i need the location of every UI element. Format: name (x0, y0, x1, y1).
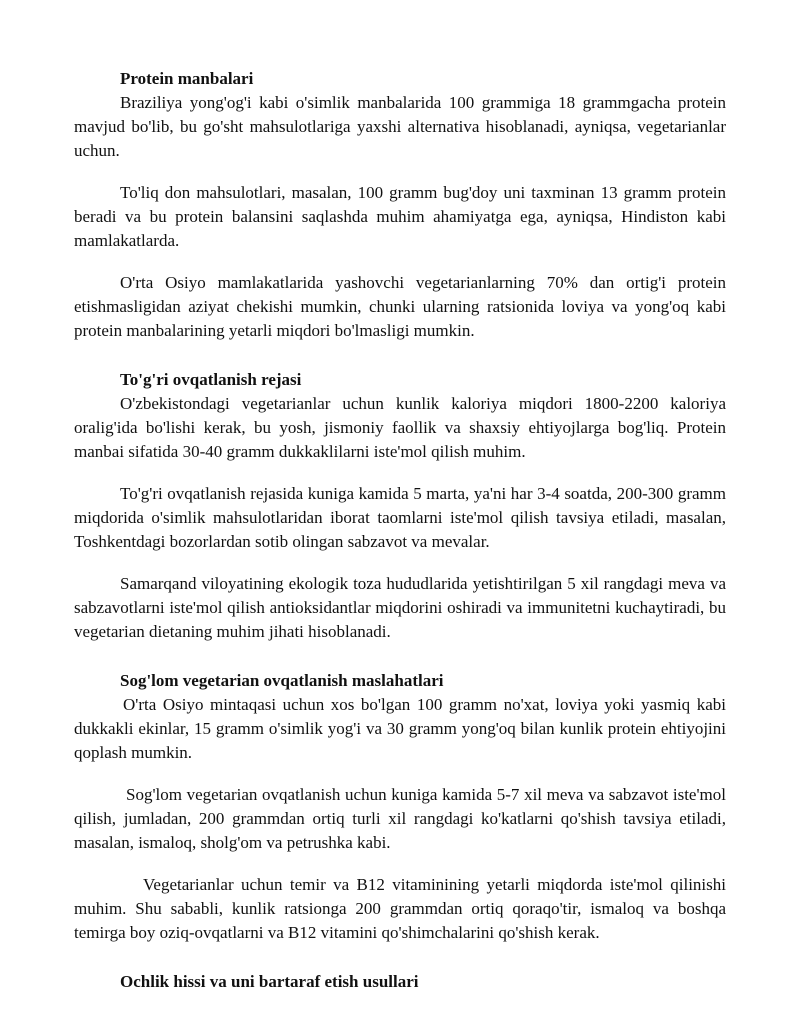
section-heading-healthy-tips: Sog'lom vegetarian ovqatlanish maslahatlari (120, 671, 444, 690)
paragraph: Braziliya yong'og'i kabi o'simlik manbalarida 100 grammiga 18 grammgacha protein mavjud bo'lib, bu go'sht mahsulotlariga yaxshi alternativa hisoblanadi, ayniqsa, vegetarianlar uchun. (74, 93, 726, 160)
section-heading-hunger: Ochlik hissi va uni bartaraf etish usullari (120, 972, 419, 991)
paragraph: O'rta Osiyo mamlakatlarida yashovchi vegetarianlarning 70% dan ortig'i protein etishmasligidan aziyat chekishi mumkin, chunki ularning ratsionida loviya va yong'oq kabi protein manbalarining yetarli miqdori bo'lmasligi mumkin. (74, 273, 726, 340)
document-body (74, 67, 726, 994)
paragraph: Sog'lom vegetarian ovqatlanish uchun kuniga kamida 5-7 xil meva va sabzavot iste'mol qilish, jumladan, 200 grammdan ortiq turli xil rangdagi ko'katlarni qo'shish tavsiya etiladi, masalan, ismaloq, sholg'om va petrushka kabi. (74, 785, 726, 852)
section-heading-protein-sources: Protein manbalari (120, 69, 254, 88)
paragraph: O'zbekistondagi vegetarianlar uchun kunlik kaloriya miqdori 1800-2200 kaloriya oralig'ida bo'lishi kerak, bu yosh, jismoniy faollik va shaxsiy ehtiyojlarga bog'liq. Protein manbai sifatida 30-40 gramm dukkaklilarni iste'mol qilish muhim. (74, 394, 726, 461)
section-spacer (74, 963, 726, 970)
section-spacer (74, 361, 726, 368)
paragraph: O'rta Osiyo mintaqasi uchun xos bo'lgan 100 gramm no'xat, loviya yoki yasmiq kabi dukkakli ekinlar, 15 gramm o'simlik yog'i va 30 gramm yong'oq bilan kunlik protein ehtiyojini qoplash mumkin. (74, 695, 726, 762)
paragraph: To'liq don mahsulotlari, masalan, 100 gramm bug'doy uni taxminan 13 gramm protein beradi va bu protein balansini saqlashda muhim ahamiyatga ega, ayniqsa, Hindiston kabi mamlakatlarda. (74, 183, 726, 250)
section-spacer (74, 662, 726, 669)
section-heading-nutrition-plan: To'g'ri ovqatlanish rejasi (120, 370, 302, 389)
paragraph: To'g'ri ovqatlanish rejasida kuniga kamida 5 marta, ya'ni har 3-4 soatda, 200-300 gramm miqdorida o'simlik mahsulotlaridan iborat taomlarni iste'mol qilish tavsiya etiladi, masalan, Toshkentdagi bozorlardan sotib olingan sabzavot va mevalar. (74, 484, 726, 551)
paragraph: Samarqand viloyatining ekologik toza hududlarida yetishtirilgan 5 xil rangdagi meva va sabzavotlarni iste'mol qilish antioksidantlar miqdorini oshiradi va immunitetni kuchaytiradi, bu vegetarian dietaning muhim jihati hisoblanadi. (74, 574, 726, 641)
paragraph: Vegetarianlar uchun temir va B12 vitaminining yetarli miqdorda iste'mol qilinishi muhim. Shu sababli, kunlik ratsionga 200 grammdan ortiq qoraqo'tir, ismaloq va boshqa temirga boy oziq-ovqatlarni va B12 vitamini qo'shimchalarini qo'shish kerak. (74, 875, 726, 942)
